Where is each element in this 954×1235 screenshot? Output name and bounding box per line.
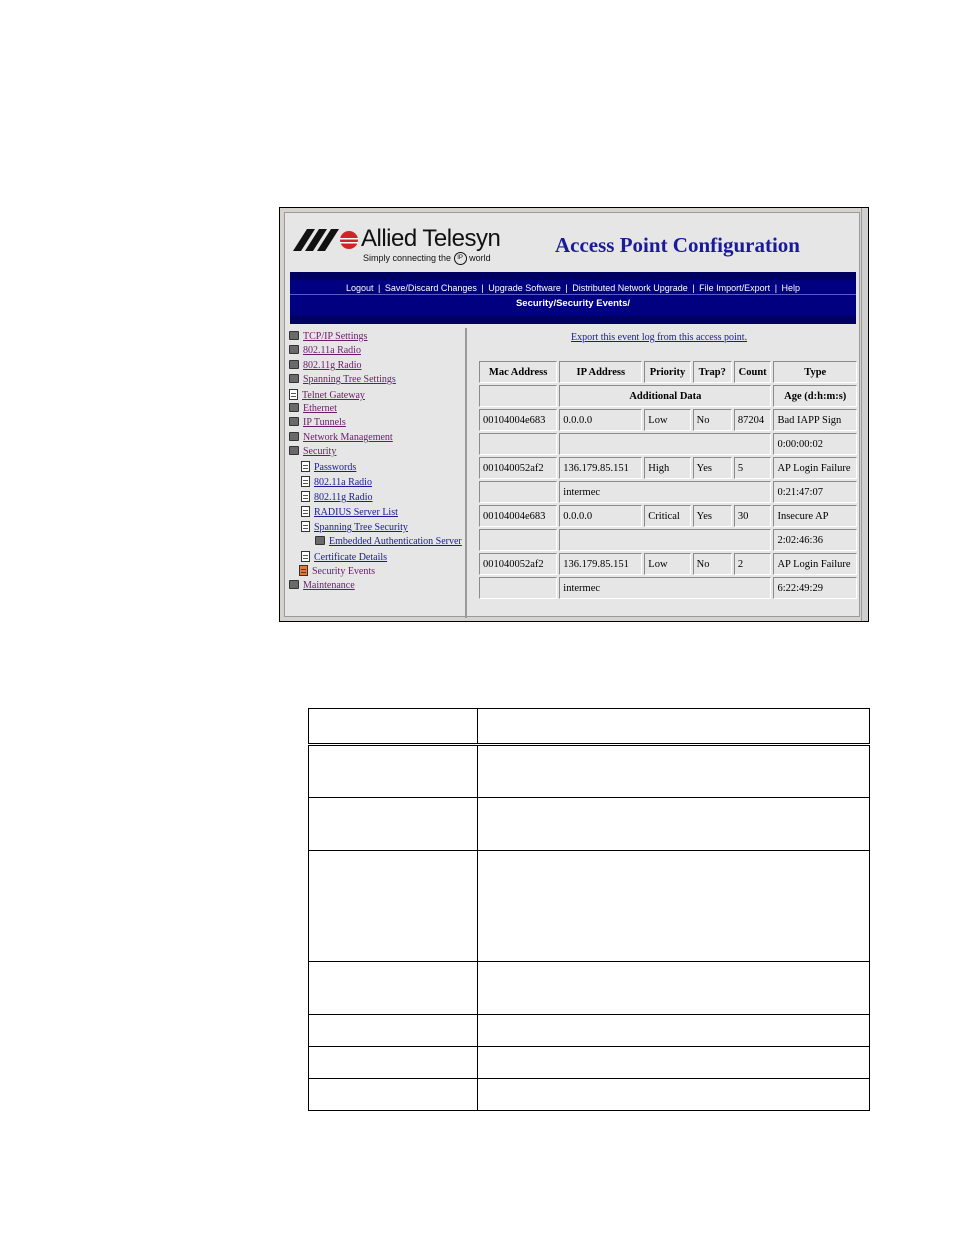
cell-type: AP Login Failure [773,553,857,575]
cell-additional-data [559,433,771,455]
document-table-cell [478,745,870,798]
nav-bar-stripe [290,316,856,324]
document-table-row [309,1015,870,1047]
sidebar-item-80211a-radio[interactable] [289,345,361,358]
sidebar-item-label: TCP/IP Settings [303,331,368,342]
sidebar-item-label: Ethernet [303,403,337,414]
breadcrumb: Security/Security Events/ [515,298,631,309]
nav-separator: | [377,283,381,293]
sidebar-item-security-80211g-radio[interactable] [301,491,373,504]
document-table-cell [309,709,478,745]
window-scrollbar[interactable] [861,208,868,621]
sidebar [285,328,467,618]
sidebar-item-label: Passwords [314,462,357,473]
folder-icon [289,432,299,441]
sidebar-item-label: Security [303,446,337,457]
document-table-cell [478,1079,870,1111]
sidebar-item-label: Spanning Tree Security [314,522,408,533]
nav-file-import-export[interactable]: File Import/Export [699,283,771,293]
folder-icon [289,374,299,383]
brand-tagline [363,252,491,265]
sidebar-item-label: Telnet Gateway [302,390,365,401]
page-icon [301,506,310,517]
document-table-cell [478,798,870,851]
sidebar-item-spanning-tree-settings[interactable] [289,374,396,387]
sidebar-item-label: Maintenance [303,580,355,591]
document-table-row [309,745,870,798]
document-table [308,708,870,1111]
sidebar-item-label: Network Management [303,432,393,443]
table-header-row [479,361,857,383]
cell-priority: Low [644,553,690,575]
sidebar-item-telnet-gateway[interactable] [289,389,365,402]
document-table-cell [478,962,870,1015]
security-events-table [477,359,859,601]
cell-trap: Yes [693,505,732,527]
config-page [284,212,860,617]
folder-icon [289,580,299,589]
page-icon [301,551,310,562]
sidebar-item-security-80211a-radio[interactable] [301,476,372,489]
cell-count: 2 [734,553,772,575]
folder-icon [289,417,299,426]
cell-trap: No [693,409,732,431]
nav-bar-stripe [290,272,856,280]
table-row [479,457,857,479]
cell-age: 0:00:00:02 [773,433,857,455]
nav-separator: | [774,283,778,293]
cell-age: 2:02:46:36 [773,529,857,551]
cell-additional-data [559,529,771,551]
table-row-detail [479,529,857,551]
open-folder-icon [289,446,299,455]
sidebar-item-spanning-tree-security[interactable] [301,521,408,534]
nav-bar [290,272,856,324]
sidebar-item-network-management[interactable] [289,432,393,445]
document-table-cell [309,798,478,851]
cell-count: 30 [734,505,772,527]
cell-blank [479,481,557,503]
table-row [479,505,857,527]
cell-type: Insecure AP [773,505,857,527]
table-subheader-row [479,385,857,407]
sidebar-item-ip-tunnels[interactable] [289,417,346,430]
sidebar-item-label: RADIUS Server List [314,507,398,518]
ip-icon: IP [454,252,467,265]
sidebar-item-radius-server-list[interactable] [301,506,398,519]
sidebar-item-certificate-details[interactable] [301,551,387,564]
folder-icon [289,360,299,369]
document-table-cell [309,962,478,1015]
cell-mac: 00104004e683 [479,505,557,527]
sidebar-item-security[interactable] [289,446,336,459]
tagline-text-end: world [469,252,491,263]
nav-separator: | [565,283,568,293]
sidebar-item-label: 802.11a Radio [303,345,361,356]
document-table-cell [309,745,478,798]
cell-additional-data: intermec [559,577,771,599]
cell-additional-data: intermec [559,481,771,503]
nav-divider [290,294,856,295]
cell-ip: 136.179.85.151 [559,457,642,479]
document-table-cell [478,1015,870,1047]
cell-trap: No [693,553,732,575]
sidebar-item-tcpip-settings[interactable] [289,331,367,344]
sidebar-item-ethernet[interactable] [289,403,337,416]
sidebar-item-label: 802.11a Radio [314,477,372,488]
cell-count: 87204 [734,409,772,431]
table-row-detail [479,577,857,599]
page-icon [301,521,310,532]
browser-screenshot [279,207,869,622]
sidebar-item-passwords[interactable] [301,461,356,474]
page-icon [289,389,298,400]
folder-icon [289,345,299,354]
nav-separator: | [481,283,484,293]
page-icon [301,491,310,502]
folder-icon [315,536,325,545]
cell-mac: 001040052af2 [479,553,557,575]
nav-save-discard[interactable]: Save/Discard Changes [384,283,477,293]
nav-upgrade-software[interactable]: Upgrade Software [488,283,561,293]
document-table-header-row [309,709,870,745]
column-header-count: Count [734,361,772,383]
page-title: Access Point Configuration [555,233,800,257]
sidebar-item-label: IP Tunnels [303,417,346,428]
folder-icon [289,331,299,340]
tagline-text: Simply connecting the [363,252,452,263]
cell-type: AP Login Failure [773,457,857,479]
column-header-age: Age (d:h:m:s) [773,385,857,407]
sidebar-item-embedded-auth-server[interactable] [315,536,462,549]
sidebar-item-label: Spanning Tree Settings [303,374,396,385]
document-table-cell [309,1047,478,1079]
cell-trap: Yes [693,457,732,479]
cell-blank [479,577,557,599]
document-table-cell [478,851,870,962]
sidebar-item-80211g-radio[interactable] [289,360,362,373]
cell-priority: High [644,457,690,479]
document-table-cell [478,709,870,745]
table-row-detail [479,433,857,455]
cell-priority: Critical [644,505,690,527]
document-table-row [309,1079,870,1111]
cell-ip: 0.0.0.0 [559,505,642,527]
column-header-trap: Trap? [693,361,732,383]
cell-blank [479,433,557,455]
column-header-blank [479,385,557,407]
document-table-row [309,1047,870,1079]
export-event-log-link[interactable]: Export this event log from this access point. [571,332,748,343]
nav-help[interactable]: Help [781,283,801,293]
cell-ip: 0.0.0.0 [559,409,642,431]
document-table-cell [309,851,478,962]
page-icon [301,461,310,472]
nav-separator: | [692,283,695,293]
cell-count: 5 [734,457,772,479]
document-table-row [309,851,870,962]
sidebar-item-label: Security Events [312,566,376,577]
page-icon-selected [299,565,308,576]
sidebar-item-label: 802.11g Radio [303,360,362,371]
column-header-priority: Priority [644,361,690,383]
sidebar-item-label: 802.11g Radio [314,492,373,503]
document-table-cell [478,1047,870,1079]
page-icon [301,476,310,487]
table-row [479,409,857,431]
document-table-row [309,962,870,1015]
table-row-detail [479,481,857,503]
nav-links [290,283,856,293]
nav-distributed-upgrade[interactable]: Distributed Network Upgrade [572,283,688,293]
cell-age: 6:22:49:29 [773,577,857,599]
allied-telesyn-logo-mark [293,227,359,253]
document-table-row [309,798,870,851]
sidebar-item-label: Embedded Authentication Server [329,536,462,547]
sidebar-item-security-events[interactable] [299,565,375,578]
column-header-mac: Mac Address [479,361,557,383]
document-table-cell [309,1079,478,1111]
cell-priority: Low [644,409,690,431]
sidebar-item-label: Certificate Details [314,552,388,563]
column-header-type: Type [773,361,857,383]
folder-icon [289,403,299,412]
cell-mac: 00104004e683 [479,409,557,431]
cell-age: 0:21:47:07 [773,481,857,503]
cell-mac: 001040052af2 [479,457,557,479]
column-header-additional-data: Additional Data [559,385,771,407]
nav-logout[interactable]: Logout [345,283,374,293]
document-table-cell [309,1015,478,1047]
cell-type: Bad IAPP Sign [773,409,857,431]
brand-name: Allied Telesyn [361,225,501,252]
allied-telesyn-logo [293,225,513,265]
cell-ip: 136.179.85.151 [559,553,642,575]
column-header-ip: IP Address [559,361,642,383]
cell-blank [479,529,557,551]
sidebar-item-maintenance[interactable] [289,580,355,593]
table-row [479,553,857,575]
